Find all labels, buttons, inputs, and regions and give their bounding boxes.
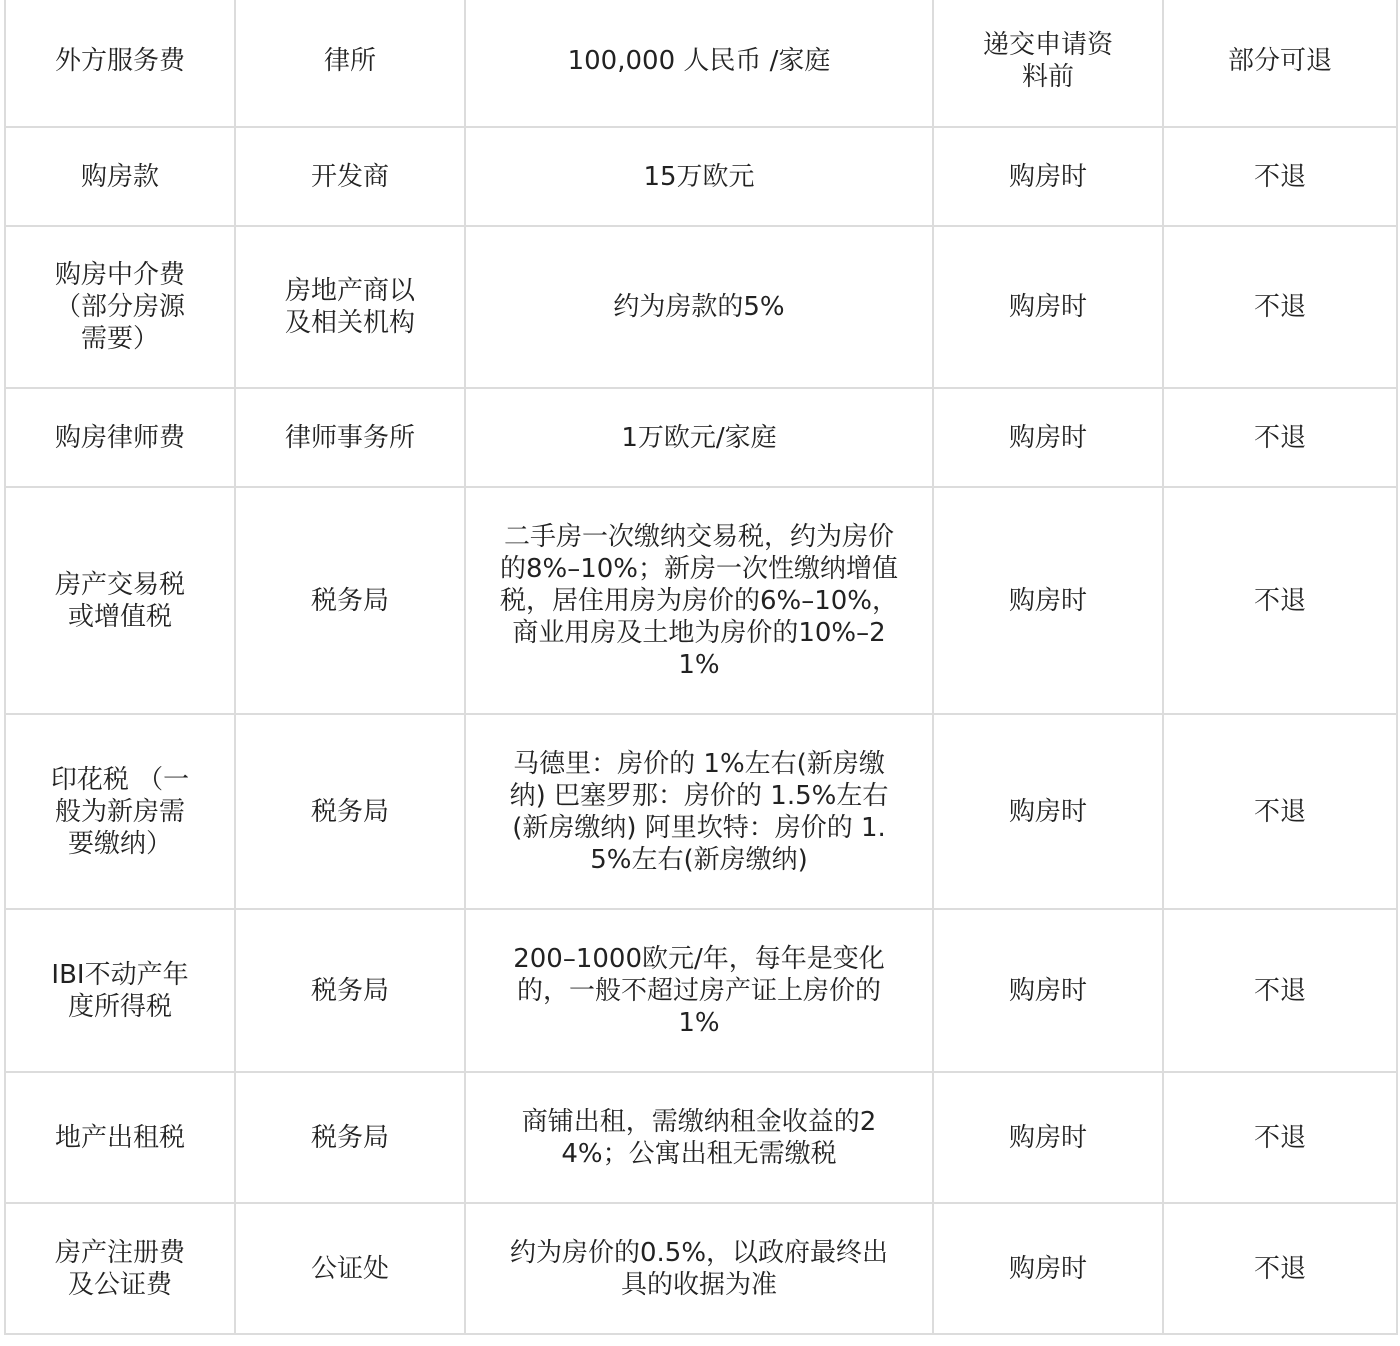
refund-cell — [1163, 388, 1397, 487]
refund-text: 不退 — [1253, 422, 1306, 453]
fee-item-cell — [5, 714, 235, 909]
payment-time-cell — [933, 1072, 1163, 1203]
payment-time-cell — [933, 487, 1163, 714]
fee-item-cell — [5, 1203, 235, 1334]
payee-text: 公证处 — [310, 1253, 389, 1284]
payee-text: 开发商 — [310, 161, 389, 192]
payee-cell — [235, 909, 465, 1072]
refund-cell — [1163, 1072, 1397, 1203]
amount-text: 200–1000欧元/年，每年是变化的，一般不超过房产证上房价的1% — [513, 943, 885, 1038]
amount-cell — [465, 1203, 933, 1334]
amount-cell — [465, 487, 933, 714]
fee-item-text: 购房款 — [80, 161, 159, 192]
table-row — [5, 714, 1397, 909]
table-row — [5, 388, 1397, 487]
refund-cell — [1163, 127, 1397, 226]
amount-cell — [465, 1072, 933, 1203]
payment-time-cell — [933, 226, 1163, 388]
amount-text: 约为房款的5% — [613, 292, 785, 322]
payment-time-text: 购房时 — [1008, 796, 1087, 827]
payment-time-text: 购房时 — [1008, 422, 1087, 453]
table-row — [5, 909, 1397, 1072]
amount-text: 100,000 人民币 /家庭 — [567, 46, 831, 76]
amount-text: 马德里：房价的 1%左右(新房缴纳) 巴塞罗那：房价的 1.5%左右 (新房缴纳) 阿里坎特：房价的 1.5%左右(新房缴纳) — [509, 748, 889, 875]
payee-cell — [235, 388, 465, 487]
refund-text: 不退 — [1253, 1253, 1306, 1284]
amount-text: 15万欧元 — [643, 161, 755, 192]
payment-time-cell — [933, 127, 1163, 226]
table-row — [5, 1072, 1397, 1203]
payee-cell — [235, 226, 465, 388]
fee-table — [4, 0, 1398, 1335]
payee-cell — [235, 1072, 465, 1203]
payment-time-cell — [933, 388, 1163, 487]
table-row — [5, 487, 1397, 714]
payment-time-text: 购房时 — [1008, 585, 1087, 616]
payment-time-cell — [933, 1203, 1163, 1334]
refund-cell — [1163, 714, 1397, 909]
payment-time-text: 购房时 — [1008, 292, 1087, 322]
fee-item-text: 地产出租税 — [54, 1122, 185, 1153]
payee-text: 律师事务所 — [284, 422, 415, 453]
table-row — [5, 127, 1397, 226]
fee-item-text: 房产注册费及公证费 — [54, 1237, 185, 1300]
payment-time-cell — [933, 714, 1163, 909]
fee-item-cell — [5, 0, 235, 127]
payment-time-cell — [933, 909, 1163, 1072]
payee-text: 税务局 — [310, 796, 389, 827]
amount-cell — [465, 226, 933, 388]
refund-text: 不退 — [1253, 161, 1306, 192]
refund-cell — [1163, 487, 1397, 714]
payment-time-cell — [933, 0, 1163, 127]
payee-text: 税务局 — [310, 585, 389, 616]
amount-cell — [465, 909, 933, 1072]
fee-item-text: IBI不动产年度所得税 — [51, 959, 189, 1022]
refund-text: 不退 — [1253, 292, 1306, 322]
payee-text: 房地产商以及相关机构 — [284, 276, 415, 338]
payee-cell — [235, 714, 465, 909]
table-row — [5, 226, 1397, 388]
fee-table-container — [4, 0, 1398, 1335]
payment-time-text: 购房时 — [1008, 1122, 1087, 1153]
payment-time-text: 购房时 — [1008, 161, 1087, 192]
refund-cell — [1163, 0, 1397, 127]
amount-text: 商铺出租，需缴纳租金收益的24%；公寓出租无需缴税 — [521, 1106, 877, 1169]
fee-item-text: 外方服务费 — [54, 46, 185, 76]
fee-item-cell — [5, 388, 235, 487]
fee-item-text: 购房中介费（部分房源需要） — [54, 260, 185, 354]
payee-cell — [235, 1203, 465, 1334]
payee-cell — [235, 0, 465, 127]
payment-time-text: 递交申请资料前 — [982, 30, 1113, 92]
amount-text: 二手房一次缴纳交易税，约为房价的8%–10%；新房一次性缴纳增值税，居住用房为房价的6%–10%，商业用房及土地为房价的10%–21% — [499, 521, 899, 680]
fee-item-cell — [5, 487, 235, 714]
refund-text: 不退 — [1253, 975, 1306, 1006]
amount-text: 1万欧元/家庭 — [621, 422, 777, 453]
fee-item-cell — [5, 226, 235, 388]
payee-cell — [235, 487, 465, 714]
payee-text: 税务局 — [310, 975, 389, 1006]
refund-text: 部分可退 — [1227, 46, 1332, 76]
amount-cell — [465, 127, 933, 226]
payee-cell — [235, 127, 465, 226]
amount-cell — [465, 0, 933, 127]
fee-item-text: 房产交易税或增值税 — [54, 569, 185, 632]
amount-text: 约为房价的0.5%，以政府最终出具的收据为准 — [509, 1237, 889, 1300]
refund-cell — [1163, 909, 1397, 1072]
fee-item-cell — [5, 909, 235, 1072]
amount-cell — [465, 388, 933, 487]
refund-text: 不退 — [1253, 1122, 1306, 1153]
payment-time-text: 购房时 — [1008, 1253, 1087, 1284]
fee-item-cell — [5, 1072, 235, 1203]
refund-text: 不退 — [1253, 585, 1306, 616]
payee-text: 律所 — [323, 46, 376, 76]
payment-time-text: 购房时 — [1008, 975, 1087, 1006]
table-row — [5, 1203, 1397, 1334]
fee-item-cell — [5, 127, 235, 226]
table-row — [5, 0, 1397, 127]
payee-text: 税务局 — [310, 1122, 389, 1153]
amount-cell — [465, 714, 933, 909]
refund-cell — [1163, 1203, 1397, 1334]
refund-text: 不退 — [1253, 796, 1306, 827]
refund-cell — [1163, 226, 1397, 388]
fee-item-text: 印花税 （一般为新房需要缴纳） — [50, 764, 190, 859]
fee-item-text: 购房律师费 — [54, 422, 185, 453]
